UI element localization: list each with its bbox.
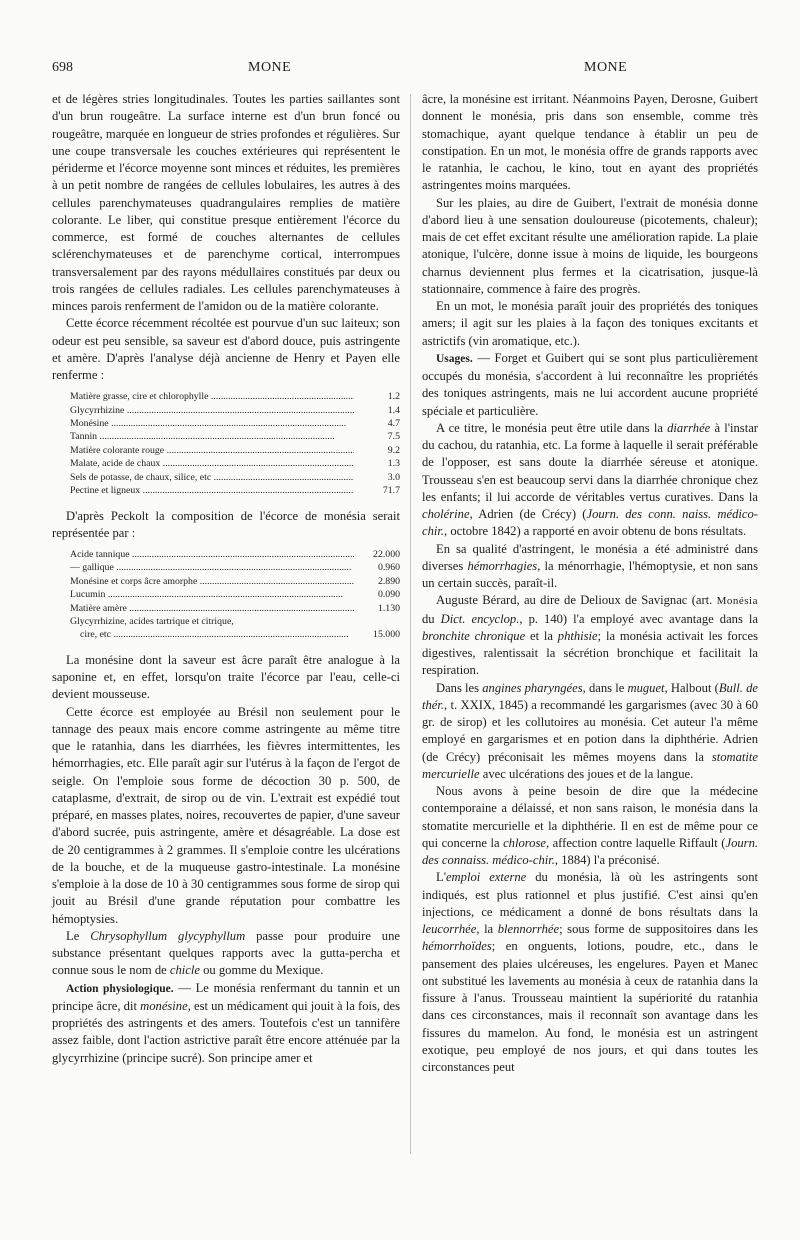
citation: Dict. encyclop. [440, 611, 520, 626]
italic-term: leucorrhée [422, 922, 477, 936]
section-heading: Usages. [436, 352, 473, 365]
italic-term: cholérine [422, 507, 470, 521]
paragraph: Auguste Bérard, au dire de Delioux de Savignac (art. Monésia du Dict. encyclop., p. 140) l'a employé avec avantage dans la bronchite chronique et la phthisie; la monésia activait les forces digestives, ralentissait la sécrétion bronchique et facilitait la respiration. [422, 593, 759, 678]
italic-term: diarrhée [667, 420, 711, 435]
italic-term: blennorrhée [497, 922, 560, 936]
paragraph: La monésine dont la saveur est âcre paraît être analogue à la saponine et, en effet, lorsqu'on traite l'écorce par l'eau, celle-ci devient mousseuse. [52, 652, 400, 702]
table-row-label: cire, etc ..... [70, 628, 354, 641]
table-row [70, 484, 400, 497]
table-row-label: Acide tannique ..... [70, 548, 354, 561]
italic-term: monésine [140, 998, 188, 1013]
italic-term: hémorrhagies [467, 558, 538, 573]
paragraph: Dans les angines pharyngées, dans le muguet, Halbout (Bull. de thér., t. XXIX, 1845) a recommandé les gargarismes (avec 30 à 60 gr. de sirop) et les collutoires au monésia. Cet auteur l'a même employé en gargarismes et en potion dans la diphthérie. Adrien (de Crécy) préconisait les mêmes moyens dans la stomatite mercurielle avec ulcérations des joues et de la langue. [422, 680, 759, 781]
paragraph: Nous avons à peine besoin de dire que la médecine contemporaine a délaissé, et non sans raison, le monésia dans la stomatite mercurielle et la diphthérie. Il en est de même pour ce qui concerne la chlorose, affection contre laquelle Riffault (Journ. des connaiss. médico-chir., 1884) l'a préconisé. [422, 784, 759, 867]
table-row-label: — gallique ..... [70, 561, 354, 574]
paragraph: âcre, la monésine est irritant. Néanmoins Payen, Derosne, Guibert donnent le monésia, pris dans son ensemble, comme très stomachique, ayant quelque tendance à établir un peu de constipation. En un mot, le monésia offre de grands rapports avec le ratanhia, le cachou, le kino, tout en ayant des propriétés astringentes moins marquées. [422, 92, 758, 193]
italic-term: chicle [169, 963, 200, 978]
italic-term: hémorrhoïdes [422, 939, 492, 954]
table-row-value: 15.000 [373, 629, 400, 641]
right-column [422, 91, 758, 1076]
paragraph: et de légères stries longitudinales. Toutes les parties saillantes sont d'un brun rougeâtre. La surface interne est d'un brun foncé ou rougeâtre, marquée en longueur de stries profondes et régulières. Sur une coupe transversale les couches extérieures qui représentent le périderme et l'écorce moyenne sont minces et réduites, les premières à un petit nombre de rangées de cellules lobulaires, les autres à des cellules parenchymateuses quadrangulaires remplies de matière colorante. Le liber, qui constitue presque entièrement l'écorce du commerce, est formé de couches alternantes de cellules sclérenchymateuses et de parenchyme cortical, interrompues transversalement par des rayons médullaires constitués par deux ou trois rangées de cellules radiales. Les cellules parenchymateuses à minces parois renferment de l'amidon ou de la matière colorante. [52, 92, 400, 313]
paragraph: Cette écorce est employée au Brésil non seulement pour le tannage des peaux mais encore comme astringente au même titre que le ratanhia, dans les diarrhées, les fièvres intermittentes, les hémorrhagies, etc. Elle paraît agir sur l'utérus à la façon de l'ergot de seigle. On l'emploie sous forme de décoction 30 p. 500, de cataplasme, d'extrait, de sirop ou de vin. L'extrait est expédié tout préparé, en masses plates, noires, recouvertes de papier, d'une saveur d'abord sucrée, puis astringente, amère et désagréable. La dose est de 20 centigrammes à 2 grammes. Il s'emploie contre les ulcérations de la bouche, et de la muqueuse gastro-intestinale. La monésine s'emploie à la dose de 10 à 30 centigrammes sous forme de sirop qui jouit au Brésil d'une grande réputation pour combattre les hémoptysies. [52, 704, 400, 926]
left-column [52, 91, 400, 1067]
italic-term: emploi externe [445, 870, 527, 885]
table-row-value: 1.130 [377, 602, 400, 614]
citation: Journ. des connaiss. médico-chir. [422, 835, 759, 867]
italic-term: bronchite chronique [422, 628, 526, 643]
running-title-left: MONE [248, 60, 292, 75]
page-number: 698 [52, 60, 73, 75]
table-row-label: Matière amère ..... [70, 602, 354, 615]
table-row [70, 548, 400, 561]
small-caps-term: Monésia [716, 595, 758, 608]
table-row-label: Pectine et ligneux ..... [70, 484, 354, 497]
table-row [70, 390, 400, 403]
table-row-label: Lucumin ..... [70, 588, 354, 601]
table-row-value: 9.2 [387, 444, 400, 456]
italic-term: angines pharyngées [482, 680, 583, 695]
italic-term: stomatite mercurielle [422, 749, 758, 781]
running-title-right: MONE [584, 60, 628, 75]
table-row [70, 417, 400, 430]
table-row [70, 602, 400, 615]
running-header [52, 60, 760, 80]
paragraph: A ce titre, le monésia peut être utile dans la diarrhée à l'instar du cachou, du ratanhia, etc. La forme à laquelle il serait préférable de l'opposer, est sans doute la diarrhée séreuse et atonique. Trousseau s'en est beaucoup servi dans la diarrhée chronique chez les enfants; il lui accorde de véritables vertus curatives. Dans la cholérine, Adrien (de Crécy) (Journ. des conn. naiss. médico-chir., octobre 1842) a rapporté en avoir obtenu de bons résultats. [422, 420, 758, 539]
table-row [70, 628, 400, 641]
table-row-value: 2.890 [377, 575, 400, 587]
composition-table-henry-payen [70, 390, 400, 497]
table-row-label: Tannin ..... [70, 430, 354, 443]
table-row [70, 471, 400, 484]
table-row-label: Matière colorante rouge ..... [70, 444, 354, 457]
italic-term: phthisie [557, 628, 598, 643]
table-row [70, 575, 400, 588]
table-row-value: 1.3 [387, 458, 400, 470]
table-row-label: Glycyrrhizine ..... [70, 404, 354, 417]
table-row-label: Monésine et corps âcre amorphe ..... [70, 575, 354, 588]
italic-term: muguet [627, 680, 665, 695]
section-heading: Action physiologique. [66, 982, 174, 995]
paragraph: En un mot, le monésia paraît jouir des propriétés des toniques amers; il agit sur les plaies à la façon des toniques excitants et astrictifs (vin aromatique, etc.). [422, 299, 758, 348]
table-row-value: 71.7 [382, 485, 400, 497]
table-row-value: 1.4 [387, 404, 400, 416]
table-row-value: 0.090 [377, 589, 400, 601]
table-row [70, 444, 400, 457]
paragraph: L'emploi externe du monésia, là où les astringents sont indiqués, est plus rationnel et plus justifié. C'est ainsi qu'en injections, ce médicament a donné de bons résultats dans la leucorrhée, la blennorrhée; sous forme de suppositoires dans les hémorrhoïdes; en onguents, lotions, poudre, etc., dans le pansement des plaies ulcéreuses, les engelures. Payen et Manec ont substitué les lavements au monésia à ceux de ratanhia dans la fissure à l'anus. Trousseau maintient la supériorité du ratanhia dans ces circonstances, mais il reconnaît son avantage dans les fissures du mamelon. Au fond, le monésia est un astringent exotique, peu employé de nos jours, et qui dans toutes les circonstances peut [422, 870, 759, 1074]
table-row-value: 4.7 [387, 418, 400, 430]
column-divider [410, 94, 411, 1154]
paragraph: D'après Peckolt la composition de l'écorce de monésia serait représentée par : [52, 508, 400, 540]
composition-table-peckolt [70, 548, 400, 642]
table-row [70, 404, 400, 417]
paragraph: Usages. — Forget et Guibert qui se sont plus particulièrement occupés du monésia, s'accordent à lui reconnaître les propriétés des toniques astringents, mais ne lui accordent aucune propriété spéciale et particulière. [422, 350, 758, 418]
table-row-value: 1.2 [387, 391, 400, 403]
table-row [70, 561, 400, 574]
citation: Journ. des conn. naiss. médico-chir. [422, 507, 758, 539]
table-row [70, 430, 400, 443]
table-row-label: Matière grasse, cire et chlorophylle ..... [70, 390, 354, 403]
paragraph: Cette écorce récemment récoltée est pourvue d'un suc laiteux; son odeur est peu sensible, sa saveur est d'abord douce, puis astringente et amère. D'après l'analyse déjà ancienne de Henry et Payen elle renferme : [52, 316, 400, 382]
paragraph: Action physiologique. — Le monésia renfermant du tannin et un principe âcre, dit monésine, est un médicament qui jouit à la fois, des propriétés des astringents et des amers. Toutefois c'est un tannifère assez faible, dont l'action astrictive paraît être encore atténuée par la glycyrrhizine (principe sucré). Son principe amer et [52, 980, 401, 1065]
table-row [70, 457, 400, 470]
table-row [70, 588, 400, 601]
table-row-label: Monésine ..... [70, 417, 354, 430]
citation: Bull. de thér. [422, 680, 759, 712]
italic-term: chlorose [503, 835, 546, 850]
paragraph: Le Chrysophyllum glycyphyllum passe pour produire une substance présentant quelques rapports avec la gutta-percha et connue sous le nom de chicle ou gomme du Mexique. [52, 928, 400, 978]
italic-term: Chrysophyllum glycyphyllum [90, 928, 246, 943]
table-row-label: Sels de potasse, de chaux, silice, etc ..... [70, 471, 354, 484]
table-row-value: 3.0 [387, 471, 400, 483]
table-row-value: 7.5 [387, 431, 400, 443]
paragraph: En sa qualité d'astringent, le monésia a été administré dans diverses hémorrhagies, la ménorrhagie, l'hémoptysie, et non sans un certain succès, paraît-il. [422, 541, 759, 590]
table-row-value: 0.960 [377, 562, 400, 574]
paragraph: Sur les plaies, au dire de Guibert, l'extrait de monésia donne d'abord lieu à une sensation douloureuse (picotements, chaleur); mais de cet effet excitant résulte une amélioration rapide. La plaie atonique, l'ulcère, donne issue à moins de liquide, les bourgeons charnus deviennent plus fermes et la cicatrisation, jusque-là stationnaire, commence à faire des progrès. [422, 195, 758, 296]
table-row-label: Malate, acide de chaux ..... [70, 457, 354, 470]
table-row-label: Glycyrrhizine, acides tartrique et citrique, [70, 616, 234, 628]
table-row-value: 22.000 [373, 549, 400, 560]
table-row [70, 615, 400, 628]
